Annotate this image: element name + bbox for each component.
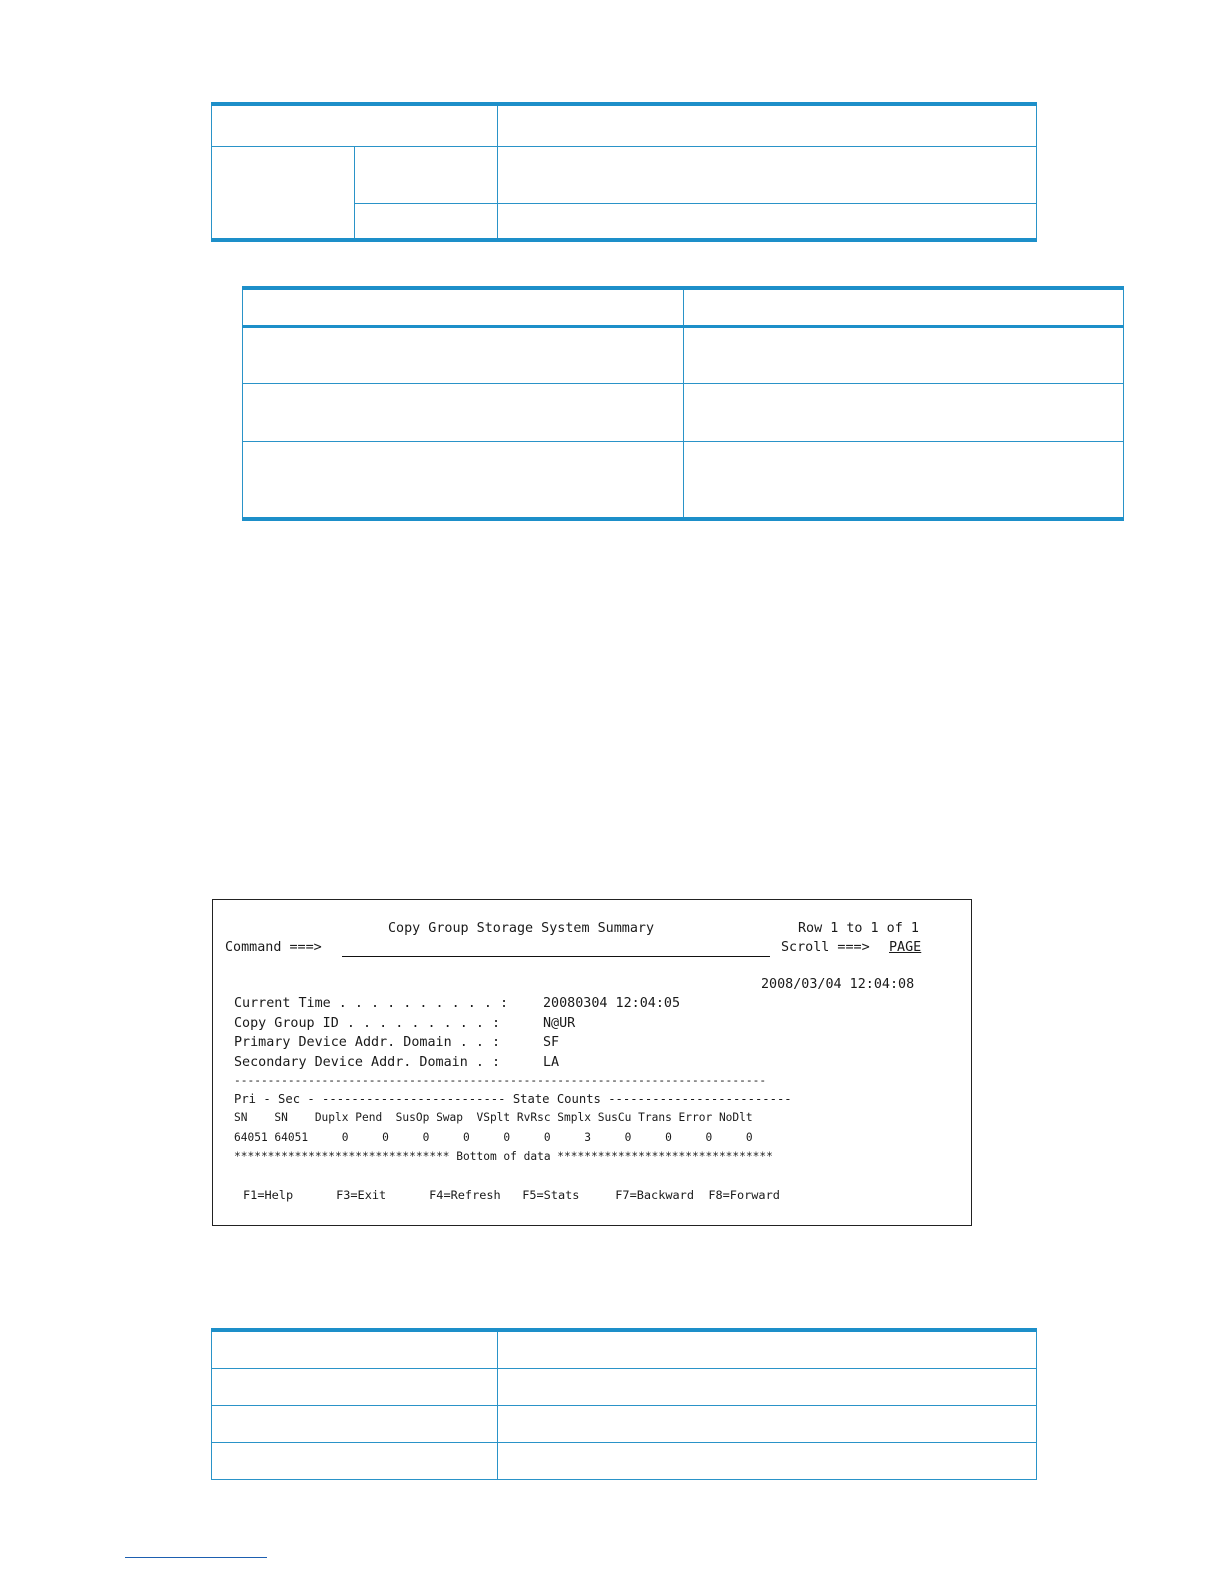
table-top-cell xyxy=(498,203,1037,240)
separator-line: ------------------------------------------------------------------------------- xyxy=(234,1074,767,1087)
row-info: Row 1 to 1 of 1 xyxy=(798,921,919,936)
table-top-cell xyxy=(355,146,498,203)
field-copy-group-id-label: Copy Group ID . . . . . . . . . : xyxy=(234,1016,501,1031)
field-primary-domain-label: Primary Device Addr. Domain . . : xyxy=(234,1035,501,1050)
table-middle-cell xyxy=(684,441,1124,519)
table-top xyxy=(211,102,1037,242)
scroll-label: Scroll ===> xyxy=(781,940,870,955)
table-middle-cell xyxy=(684,326,1124,383)
screen-title: Copy Group Storage System Summary xyxy=(388,921,655,936)
table-row: 64051 64051 0 0 0 0 0 0 3 0 0 0 0 xyxy=(234,1131,753,1144)
field-secondary-domain-value: LA xyxy=(543,1055,560,1070)
table-top-cell xyxy=(212,146,355,240)
table-bottom-header-cell xyxy=(212,1330,498,1368)
table-middle-cell xyxy=(243,383,684,441)
table-bottom-cell xyxy=(498,1442,1037,1479)
table-top-header-cell xyxy=(212,104,498,146)
field-primary-domain-value: SF xyxy=(543,1035,560,1050)
field-copy-group-id-value: N@UR xyxy=(543,1016,576,1031)
command-input-underline xyxy=(342,956,770,957)
function-keys[interactable]: F1=Help F3=Exit F4=Refresh F5=Stats F7=Backward F8=Forward xyxy=(243,1188,780,1202)
table-middle xyxy=(242,286,1124,521)
columns-header: SN SN Duplx Pend SusOp Swap VSplt RvRsc Smplx SusCu Trans Error NoDlt xyxy=(234,1111,753,1124)
table-bottom-cell xyxy=(498,1368,1037,1405)
field-current-time-label: Current Time . . . . . . . . . . : xyxy=(234,996,509,1011)
table-bottom-cell xyxy=(212,1368,498,1405)
table-top-cell xyxy=(355,203,498,240)
table-top-header-cell xyxy=(498,104,1037,146)
table-bottom xyxy=(211,1328,1037,1480)
bottom-of-data: ******************************** Bottom of data ******************************** xyxy=(234,1150,773,1163)
field-current-time-value: 20080304 12:04:05 xyxy=(543,996,681,1011)
table-middle-cell xyxy=(243,441,684,519)
field-secondary-domain-label: Secondary Device Addr. Domain . : xyxy=(234,1055,501,1070)
command-label: Command ===> xyxy=(225,940,322,955)
table-bottom-cell xyxy=(212,1442,498,1479)
terminal-screen xyxy=(212,899,972,1226)
state-counts-header: Pri - Sec - ------------------------- State Counts ------------------------- xyxy=(234,1092,792,1106)
table-middle-cell xyxy=(243,326,684,383)
datetime: 2008/03/04 12:04:08 xyxy=(761,977,915,992)
table-bottom-cell xyxy=(212,1405,498,1442)
table-middle-header-cell xyxy=(684,288,1124,326)
table-bottom-header-cell xyxy=(498,1330,1037,1368)
table-top-cell xyxy=(498,146,1037,203)
table-middle-cell xyxy=(684,383,1124,441)
footer-link-underline[interactable] xyxy=(125,1557,267,1558)
table-middle-header-cell xyxy=(243,288,684,326)
command-input[interactable] xyxy=(342,941,770,957)
table-bottom-cell xyxy=(498,1405,1037,1442)
scroll-field[interactable]: PAGE xyxy=(889,940,922,955)
